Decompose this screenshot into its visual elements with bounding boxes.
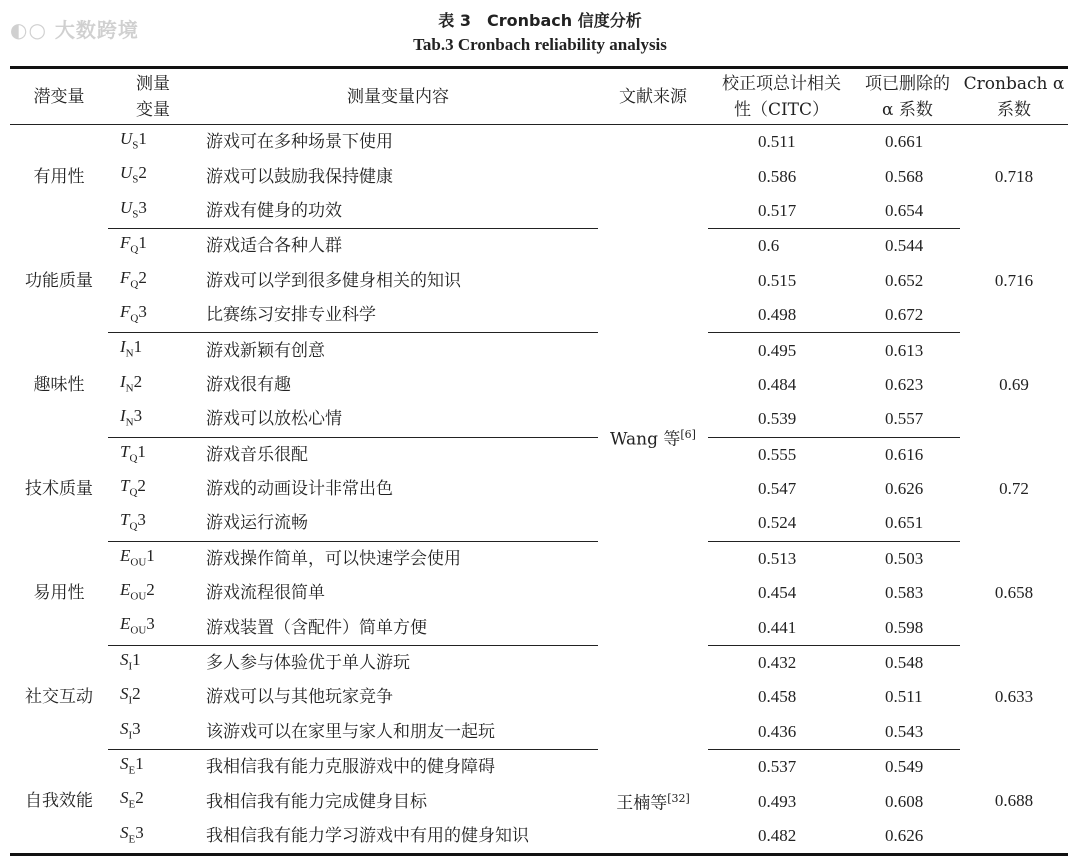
alpha-if-deleted-value: 0.654 [855,194,960,229]
cronbach-alpha-value: 0.658 [994,583,1034,603]
measure-variable [108,576,198,610]
measure-number: 1 [133,337,143,357]
measure-subscript: Q [129,520,138,533]
measure-subscript: N [125,416,134,429]
table-row [10,645,1068,680]
citc-value: 0.493 [758,791,797,811]
measure-number: 2 [138,163,147,183]
measure-variable [108,472,198,506]
measure-variable [108,402,198,437]
measure-subscript: Q [129,451,138,464]
cronbach-alpha-value: 0.688 [994,791,1034,811]
measure-content: 游戏装置（含配件）简单方便 [198,610,598,645]
measure-content: 比赛练习安排专业科学 [198,298,598,333]
measure-letter: F [120,233,131,253]
cronbach-alpha-value: 0.633 [994,687,1034,707]
source-ref: [6] [680,427,696,441]
alpha-if-deleted-value: 0.623 [885,374,924,394]
measure-letter: E [120,545,131,565]
measure-content: 游戏适合各种人群 [206,236,342,257]
measure-letter: S [120,822,129,842]
measure-variable [108,437,198,472]
measure-letter: I [120,371,126,391]
measure-content: 游戏音乐很配 [206,444,308,465]
measure-number: 3 [138,301,147,321]
measure-letter: T [120,441,130,461]
measure-content: 游戏新颖有创意 [206,340,325,361]
measure-content: 游戏的动画设计非常出色 [206,479,393,500]
citc-value: 0.436 [708,715,855,750]
table-row [10,506,1068,541]
source-name: 王楠等 [616,793,668,814]
alpha-if-deleted-value: 0.672 [855,298,960,333]
citc-value: 0.537 [758,757,797,777]
cronbach-table [10,66,1068,856]
measure-number: 3 [138,197,147,217]
measure-content: 游戏有健身的功效 [198,194,598,229]
source-ref: [32] [667,792,690,806]
alpha-if-deleted-value: 0.626 [885,479,924,499]
measure-subscript: E [128,798,136,811]
measure-variable [108,333,198,368]
latent-variable: 有用性 [33,166,85,187]
source-cell [598,750,708,855]
measure-content: 游戏可以学到很多健身相关的知识 [206,270,461,291]
measure-subscript: S [132,173,139,186]
table-row [10,264,1068,298]
citc-value: 0.454 [758,583,797,603]
measure-subscript: E [128,833,136,846]
latent-variable: 易用性 [33,583,85,604]
measure-content: 游戏很有趣 [206,374,291,395]
table-row [10,610,1068,645]
measure-letter: S [120,649,129,669]
measure-subscript: Q [130,243,139,256]
measure-letter: T [120,475,130,495]
source-name: Wang 等 [610,429,681,450]
measure-content: 我相信我有能力完成健身目标 [206,791,427,812]
measure-variable [108,819,198,855]
measure-letter: S [120,684,129,704]
measure-number: 1 [135,754,144,774]
measure-number: 2 [133,371,143,391]
measure-letter: S [120,718,129,738]
table-row [10,715,1068,750]
measure-number: 3 [132,718,141,738]
citc-value: 0.432 [758,653,797,673]
measure-subscript: Q [129,486,138,499]
citc-value: 0.517 [708,194,855,229]
measure-content: 该游戏可以在家里与家人和朋友一起玩 [198,715,598,750]
measure-variable [108,229,198,264]
alpha-if-deleted-value: 0.652 [885,270,924,290]
measure-number: 3 [133,406,143,426]
measure-letter: F [120,267,131,287]
citc-value: 0.515 [758,270,797,290]
alpha-if-deleted-value: 0.557 [855,402,960,437]
header-cronbach-alpha: Cronbach α 系数 [960,68,1068,125]
measure-letter: E [120,614,131,634]
measure-number: 1 [137,441,146,461]
citc-value: 0.547 [758,479,797,499]
measure-variable [108,541,198,576]
table-row [10,576,1068,610]
measure-variable [108,610,198,645]
alpha-if-deleted-value: 0.651 [855,506,960,541]
table-row [10,125,1068,160]
measure-subscript: S [132,139,139,152]
measure-number: 3 [137,510,146,530]
measure-letter: I [120,406,126,426]
latent-variable: 社交互动 [25,687,93,708]
watermark-logo [10,14,139,43]
measure-number: 1 [132,649,141,669]
citc-value: 0.498 [708,298,855,333]
alpha-if-deleted-value: 0.608 [885,791,924,811]
table-row [10,229,1068,264]
measure-subscript: I [128,729,133,742]
citc-value: 0.555 [758,444,797,464]
measure-number: 2 [138,267,147,287]
measure-letter: S [120,754,129,774]
alpha-if-deleted-value: 0.613 [885,340,924,360]
measure-content: 我相信我有能力学习游戏中有用的健身知识 [198,819,598,855]
alpha-if-deleted-value: 0.568 [885,166,924,186]
measure-number: 2 [146,580,155,600]
measure-variable [108,264,198,298]
header-measure: 测量变量 [108,68,198,125]
table-row [10,680,1068,714]
alpha-if-deleted-value: 0.583 [885,583,924,603]
measure-variable [108,368,198,402]
citc-value: 0.511 [758,132,796,152]
measure-letter: S [120,788,129,808]
cronbach-alpha-value: 0.72 [999,479,1029,499]
measure-subscript: Q [130,312,139,325]
source-cell [598,125,708,750]
latent-variable: 技术质量 [25,479,93,500]
measure-content: 游戏运行流畅 [198,506,598,541]
watermark-icon: ◐○ [10,18,47,42]
header-alpha-if-deleted: 项已删除的 α 系数 [855,68,960,125]
alpha-if-deleted-value: 0.661 [885,132,924,152]
cronbach-alpha-value: 0.718 [994,166,1034,186]
measure-content: 我相信我有能力克服游戏中的健身障碍 [206,757,495,778]
measure-number: 3 [146,614,155,634]
measure-letter: U [120,129,133,148]
header-citc: 校正项总计相关性（CITC） [708,68,855,125]
citc-value: 0.441 [708,610,855,645]
measure-letter: I [120,337,126,357]
measure-subscript: E [128,764,136,777]
measure-variable [108,298,198,333]
header-content: 测量变量内容 [198,68,598,125]
measure-variable [108,194,198,229]
citc-value: 0.524 [708,506,855,541]
table-row [10,298,1068,333]
measure-variable [108,680,198,714]
measure-variable [108,159,198,193]
citc-value: 0.586 [758,166,797,186]
table-subtitle: Tab.3 Cronbach reliability analysis [413,35,667,54]
table-row [10,159,1068,193]
citc-value: 0.495 [758,340,797,360]
alpha-if-deleted-value: 0.544 [885,236,924,256]
measure-content: 游戏流程很简单 [206,583,325,604]
measure-variable [108,125,198,160]
measure-number: 2 [132,684,141,704]
measure-letter: U [120,197,133,217]
table-row [10,541,1068,576]
latent-variable: 自我效能 [25,791,93,812]
table-row [10,437,1068,472]
measure-number: 2 [135,788,144,808]
alpha-if-deleted-value: 0.548 [885,653,924,673]
alpha-if-deleted-value: 0.511 [885,687,923,707]
measure-number: 3 [135,822,144,842]
measure-subscript: S [132,208,139,221]
measure-subscript: OU [130,556,147,569]
measure-subscript: OU [130,624,147,637]
citc-value: 0.484 [758,374,797,394]
alpha-if-deleted-value: 0.549 [885,757,924,777]
table-body [10,125,1068,855]
citc-value: 0.513 [758,548,797,568]
header-row [10,68,1068,125]
alpha-if-deleted-value: 0.626 [855,819,960,855]
measure-content: 游戏操作简单，可以快速学会使用 [206,548,461,569]
table-title: 表 3 Cronbach 信度分析 [438,11,642,30]
alpha-if-deleted-value: 0.503 [885,548,924,568]
measure-subscript: N [125,347,134,360]
header-latent: 潜变量 [10,68,108,125]
citc-value: 0.539 [708,402,855,437]
measure-variable [108,715,198,750]
measure-content: 游戏可以鼓励我保持健康 [206,166,393,187]
table-row [10,784,1068,818]
measure-subscript: I [128,660,133,673]
table-row [10,472,1068,506]
watermark-text: 大数跨境 [54,18,139,42]
cronbach-alpha-value: 0.716 [994,270,1034,290]
measure-letter: F [120,301,131,321]
measure-content: 多人参与体验优于单人游玩 [206,653,410,674]
citc-value: 0.458 [758,687,797,707]
measure-content: 游戏可以与其他玩家竞争 [206,687,393,708]
alpha-if-deleted-value: 0.543 [855,715,960,750]
measure-variable [108,750,198,785]
measure-variable [108,645,198,680]
table-row [10,333,1068,368]
measure-variable [108,506,198,541]
measure-number: 1 [138,129,147,148]
measure-subscript: OU [130,590,147,603]
measure-content: 游戏可在多种场景下使用 [206,132,393,153]
measure-number: 1 [146,545,155,565]
citc-value: 0.482 [708,819,855,855]
table-row [10,750,1068,785]
table-row [10,819,1068,855]
latent-variable: 趣味性 [33,374,85,395]
table-row [10,368,1068,402]
table-row [10,194,1068,229]
alpha-if-deleted-value: 0.598 [855,610,960,645]
latent-variable: 功能质量 [25,270,93,291]
measure-letter: U [120,163,133,183]
measure-letter: T [120,510,130,530]
measure-subscript: I [128,694,133,707]
cronbach-alpha-value: 0.69 [999,374,1029,394]
measure-content: 游戏可以放松心情 [198,402,598,437]
alpha-if-deleted-value: 0.616 [885,444,924,464]
measure-subscript: N [125,382,134,395]
measure-variable [108,784,198,818]
table-row [10,402,1068,437]
measure-subscript: Q [130,277,139,290]
citc-value: 0.6 [758,236,780,256]
header-source: 文献来源 [598,68,708,125]
measure-number: 2 [137,475,146,495]
measure-number: 1 [138,233,147,253]
measure-letter: E [120,580,131,600]
